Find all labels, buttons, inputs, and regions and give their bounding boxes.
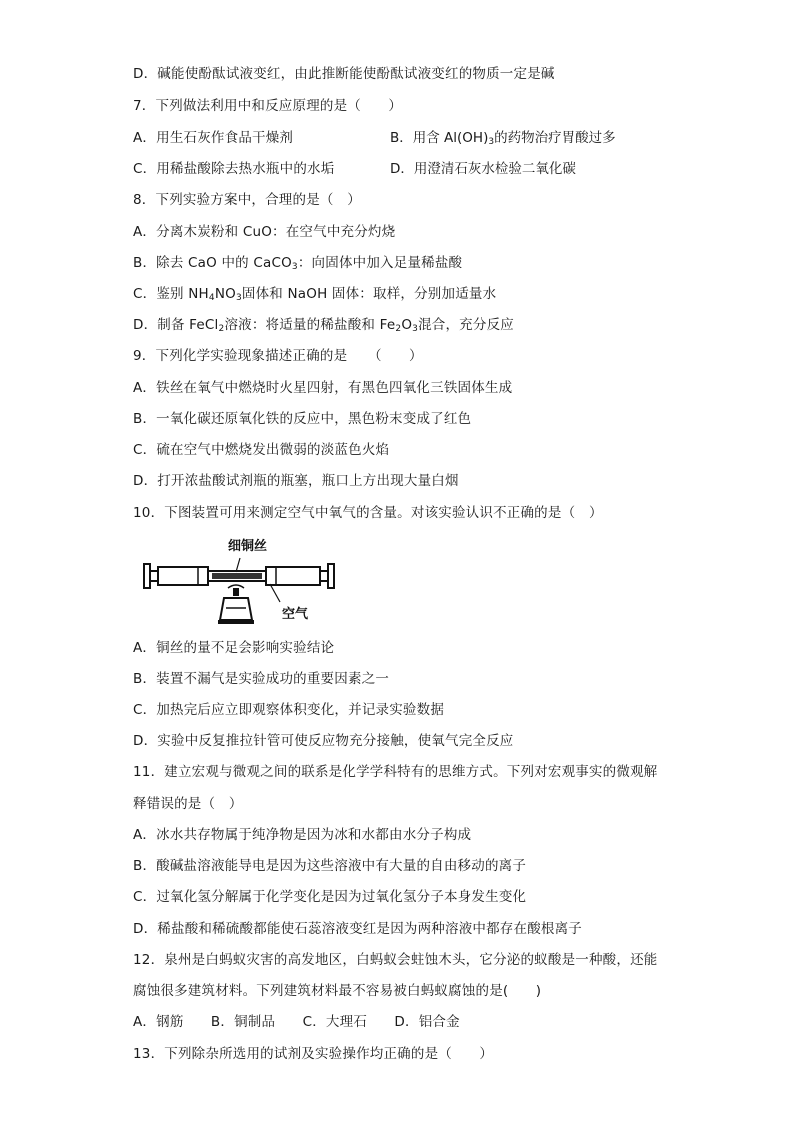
q10-option-b: B．装置不漏气是实验成功的重要因素之一	[133, 671, 390, 687]
q11-option-d: D．稀盐酸和稀硫酸都能使石蕊溶液变红是因为两种溶液中都存在酸根离子	[133, 921, 582, 937]
q11-option-b: B．酸碱盐溶液能导电是因为这些溶液中有大量的自由移动的离子	[133, 858, 527, 874]
q12-options: A．钢筋 B．铜制品 C．大理石 D．铝合金	[133, 1014, 460, 1030]
q6-option-d: D．碱能使酚酞试液变红，由此推断能使酚酞试液变红的物质一定是碱	[133, 66, 555, 82]
q9-option-c: C．硫在空气中燃烧发出微弱的淡蓝色火焰	[133, 442, 390, 458]
q11-stem-line1: 11．建立宏观与微观之间的联系是化学学科特有的思维方式。下列对宏观事实的微观解	[133, 764, 658, 780]
q10-stem: 10．下图装置可用来测定空气中氧气的含量。对该实验认识不正确的是（ ）	[133, 505, 603, 521]
q7-stem: 7．下列做法利用中和反应原理的是（ ）	[133, 98, 403, 114]
q10-option-c: C．加热完后应立即观察体积变化，并记录实验数据	[133, 702, 445, 718]
q8-option-b: B．除去 CaO 中的 CaCO$_3$：向固体中加入足量稀盐酸	[133, 255, 463, 272]
q11-stem-line2: 释错误的是（ ）	[133, 796, 243, 812]
syringe-apparatus-figure	[140, 528, 355, 628]
q7-option-b: B．用含 $Al(OH)_3$的药物治疗胃酸过多	[390, 130, 616, 147]
q7-option-a: A．用生石灰作食品干燥剂	[133, 130, 294, 146]
q8-option-a: A．分离木炭粉和 CuO：在空气中充分灼烧	[133, 224, 396, 240]
q11-option-c: C．过氧化氢分解属于化学变化是因为过氧化氢分子本身发生变化	[133, 889, 527, 905]
q11-option-a: A．冰水共存物属于纯净物是因为冰和水都由水分子构成	[133, 827, 472, 843]
q10-option-a: A．铜丝的量不足会影响实验结论	[133, 640, 335, 656]
q7-option-d: D．用澄清石灰水检验二氧化碳	[390, 161, 576, 177]
q9-option-a: A．铁丝在氧气中燃烧时火星四射，有黑色四氧化三铁固体生成	[133, 380, 513, 396]
q8-option-c: C．鉴别 $NH_4NO_3$固体和 NaOH 固体：取样，分别加适量水	[133, 286, 497, 303]
label-air: 空气	[282, 607, 309, 622]
q8-option-d: D．制备 FeCl$_2$溶液：将适量的稀盐酸和 $Fe_2O_3$混合，充分反应	[133, 317, 514, 334]
q13-stem: 13．下列除杂所选用的试剂及实验操作均正确的是（ ）	[133, 1046, 494, 1062]
q12-stem-line1: 12．泉州是白蚂蚁灾害的高发地区，白蚂蚁会蛀蚀木头，它分泌的蚁酸是一种酸，还能	[133, 952, 658, 968]
q9-option-b: B．一氧化碳还原氧化铁的反应中，黑色粉末变成了红色	[133, 411, 472, 427]
q8-stem: 8．下列实验方案中，合理的是（ ）	[133, 192, 361, 208]
syringe-apparatus-drawing	[140, 528, 355, 628]
q7-option-c: C．用稀盐酸除去热水瓶中的水垢	[133, 161, 335, 177]
q9-stem: 9．下列化学实验现象描述正确的是 （ ）	[133, 348, 423, 364]
q12-stem-line2: 腐蚀很多建筑材料。下列建筑材料最不容易被白蚂蚁腐蚀的是( )	[133, 983, 542, 999]
q9-option-d: D．打开浓盐酸试剂瓶的瓶塞，瓶口上方出现大量白烟	[133, 473, 459, 489]
label-copper-wire: 细铜丝	[228, 539, 268, 554]
q10-option-d: D．实验中反复推拉针管可使反应物充分接触，使氧气完全反应	[133, 733, 514, 749]
